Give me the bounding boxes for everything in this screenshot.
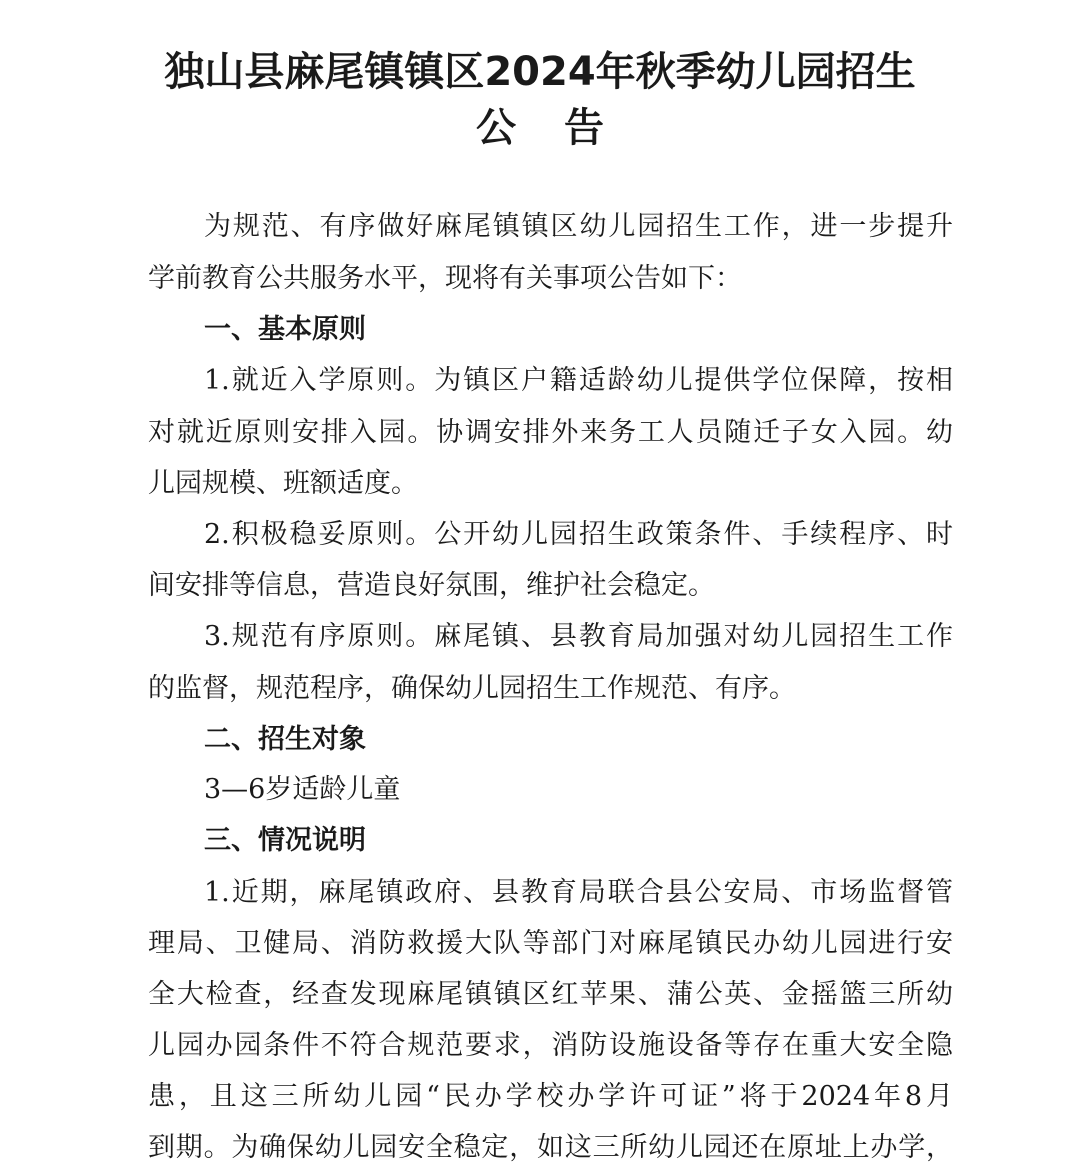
paragraph-line: 2.积极稳妥原则。公开幼儿园招生政策条件、手续程序、时 bbox=[204, 519, 953, 550]
paragraph-line: 到期。为确保幼儿园安全稳定，如这三所幼儿园还在原址上办学， bbox=[148, 1132, 953, 1163]
paragraph-line: 间安排等信息，营造良好氛围，维护社会稳定。 bbox=[148, 570, 715, 601]
paragraph-line: 学前教育公共服务水平，现将有关事项公告如下： bbox=[148, 263, 742, 294]
section-heading: 二、招生对象 bbox=[204, 724, 366, 755]
paragraph-line: 理局、卫健局、消防救援大队等部门对麻尾镇民办幼儿园进行安 bbox=[148, 928, 953, 959]
paragraph-line: 的监督，规范程序，确保幼儿园招生工作规范、有序。 bbox=[148, 673, 796, 704]
paragraph-line: 儿园规模、班额适度。 bbox=[148, 468, 418, 499]
paragraph-line: 1.近期，麻尾镇政府、县教育局联合县公安局、市场监督管 bbox=[204, 877, 953, 908]
paragraph-line: 1.就近入学原则。为镇区户籍适龄幼儿提供学位保障，按相 bbox=[204, 365, 953, 396]
paragraph-line: 儿园办园条件不符合规范要求，消防设施设备等存在重大安全隐 bbox=[148, 1030, 953, 1061]
document-title-line2: 公告 bbox=[476, 105, 652, 151]
section-heading: 三、情况说明 bbox=[204, 825, 366, 856]
paragraph-line: 患，且这三所幼儿园“民办学校办学许可证”将于2024年8月 bbox=[148, 1081, 953, 1112]
paragraph-line: 对就近原则安排入园。协调安排外来务工人员随迁子女入园。幼 bbox=[148, 417, 953, 448]
paragraph-line: 3—6岁适龄儿童 bbox=[204, 774, 401, 805]
paragraph-line: 全大检查，经查发现麻尾镇镇区红苹果、蒲公英、金摇篮三所幼 bbox=[148, 979, 953, 1010]
paragraph-line: 为规范、有序做好麻尾镇镇区幼儿园招生工作，进一步提升 bbox=[204, 211, 953, 242]
section-heading: 一、基本原则 bbox=[204, 314, 366, 345]
paragraph-line: 3.规范有序原则。麻尾镇、县教育局加强对幼儿园招生工作 bbox=[204, 621, 953, 652]
document-title-line1: 独山县麻尾镇镇区2024年秋季幼儿园招生 bbox=[164, 49, 916, 95]
